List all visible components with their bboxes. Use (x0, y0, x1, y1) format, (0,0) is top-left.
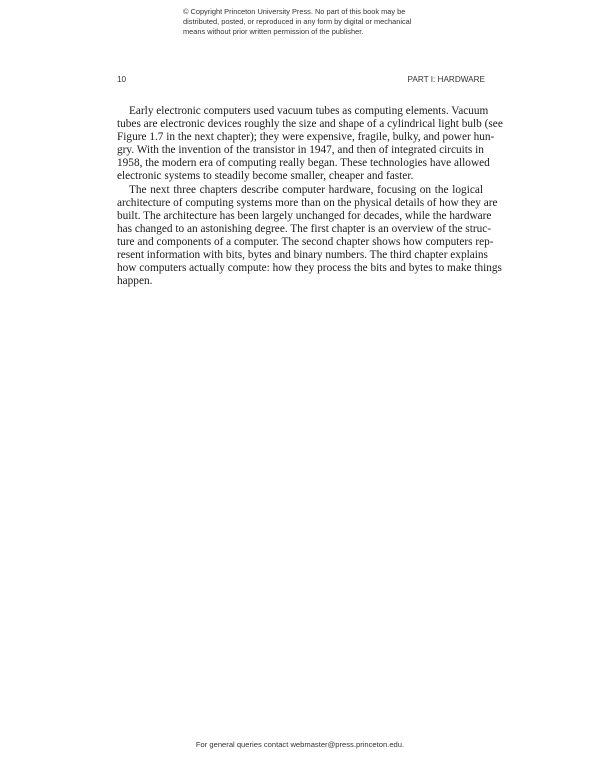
body-text (117, 105, 503, 288)
text-line: electronic systems to steadily become smaller, cheaper and faster. (117, 170, 414, 183)
text-line: Early electronic computers used vacuum tubes as computing elements. Vacuum (129, 105, 489, 117)
text-line: built. The architecture has been largely unchanged for decades, while the hardware (117, 209, 492, 222)
text-line: ture and components of a computer. The second chapter shows how computers rep- (117, 235, 494, 248)
running-head (117, 75, 485, 84)
text-line: has changed to an astonishing degree. The first chapter is an overview of the struc- (117, 222, 492, 235)
paragraph (117, 105, 503, 184)
section-title: PART I: HARDWARE (407, 75, 485, 84)
text-line: resent information with bits, bytes and binary numbers. The third chapter explains (117, 249, 488, 262)
text-line: The next three chapters describe computer hardware, focusing on the logical (129, 183, 483, 196)
text-line: happen. (117, 275, 153, 288)
text-line: how computers actually compute: how they process the bits and bytes to make things (117, 262, 502, 275)
copyright-line: distributed, posted, or reproduced in any form by digital or mechanical (183, 17, 412, 26)
paragraph (117, 183, 502, 289)
copyright-line: © Copyright Princeton University Press. No part of this book may be (183, 7, 406, 16)
text-line: gry. With the invention of the transistor in 1947, and then of integrated circuits in (117, 144, 484, 157)
text-line: architecture of computing systems more than on the physical details of how they are (117, 196, 498, 209)
copyright-notice (183, 7, 443, 37)
text-line: 1958, the modern era of computing really began. These technologies have allowed (117, 157, 490, 170)
page-number: 10 (117, 75, 127, 84)
text-line: Figure 1.7 in the next chapter); they were expensive, fragile, bulky, and power hun- (117, 131, 495, 144)
copyright-line: means without prior written permission of the publisher. (183, 27, 364, 36)
footer-contact: For general queries contact webmaster@press.princeton.edu. (195, 740, 405, 749)
text-line: tubes are electronic devices roughly the size and shape of a cylindrical light bulb (see (117, 118, 503, 131)
